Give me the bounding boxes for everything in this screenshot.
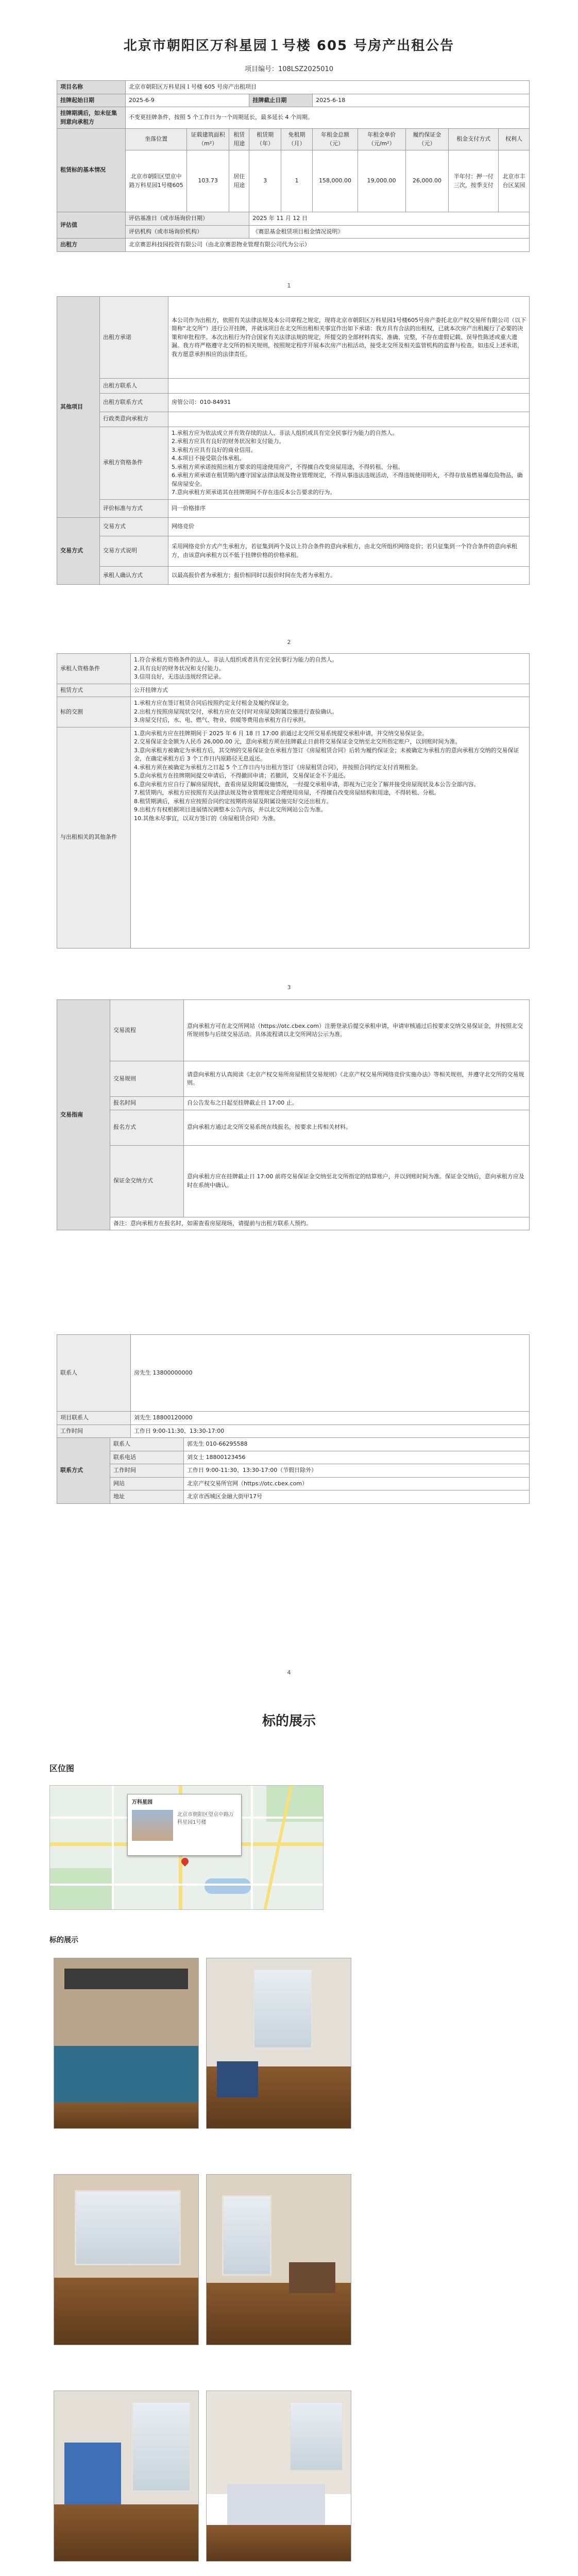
- photos-label: 标的展示: [49, 1936, 78, 1944]
- project-number: 项目编号：108LSZ2025010: [244, 65, 334, 73]
- sec3-row-label: 标的交割: [57, 697, 131, 727]
- lease-header: 履约保证金（元）: [405, 129, 449, 150]
- contact-row-text: 北京产权交易所官网（https://otc.cbex.com）: [184, 1477, 530, 1490]
- sec2-side-label: 其他项目: [57, 297, 100, 518]
- trade-label: 交易方式: [57, 518, 100, 585]
- sec2-row-label: 出租方承诺: [100, 297, 168, 379]
- sec5-table: [57, 1334, 530, 1438]
- photo-room-window: [54, 2174, 199, 2345]
- start-date: 2025-6-9: [126, 94, 249, 107]
- contact-row-text: 郭先生 010-66295588: [184, 1438, 530, 1451]
- requirements-text: 1.承租方应为依法成立并有效存续的法人、非法人组织或具有完全民事行为能力的自然人。 2.承租方应具有良好的财务状况和支付能力。 3.承租方应具有良好的商业信用。 4.本项目不接受联合体承租。 5.承租方须承诺按照出租方要求的用途使用房产，不得擅自改变房屋用途，不得转租、分租。 6.承租方须承诺在租赁期内遵守国家法律法规及物业管理规定，不得从事违法违规活动，不得违规使用明火，不得存放易燃易爆危险物品，确保房屋安全。 7.意向承租方须承诺其在挂牌期间不存在违反本公告要求的行为。: [168, 427, 530, 499]
- sec2-row-text: [168, 412, 530, 427]
- evaluation-date-label: 评估基准日（或市场询价日期）: [126, 212, 249, 226]
- lease-section-label: 租赁标的基本情况: [57, 129, 126, 212]
- contact-row-label: 工作时间: [110, 1464, 184, 1478]
- sec5-row-text: 刘先生 18800120000: [131, 1412, 530, 1425]
- contact-row-text: 刘女士 18800123456: [184, 1451, 530, 1464]
- sec2-row-text: 房管公司：010-84931: [168, 394, 530, 412]
- location-label: 区位图: [49, 1764, 75, 1773]
- trade-row-text: 网络竞价: [168, 518, 530, 536]
- display-title: 标的展示: [262, 1714, 316, 1729]
- photo-kitchen: [54, 1958, 199, 2129]
- sec3-row-text: 1.符合承租方资格条件的法人、非法人组织或者具有完全民事行为能力的自然人。 2.具有良好的财务状况和支付能力。 3.信用良好，无违法违规经营记录。: [131, 654, 530, 684]
- photo-bedroom-bed: [206, 2391, 351, 2562]
- sec4-row-label: 保证金交纳方式: [110, 1145, 184, 1217]
- eval-report: 《赛思基金租赁项目租金情况说明》: [249, 225, 530, 239]
- owner-label: 出租方: [57, 239, 126, 252]
- lease-cell: 103.73: [187, 150, 229, 212]
- trade-row-label: 承租人确认方式: [100, 566, 168, 585]
- lease-cell: 158,000.00: [313, 150, 358, 212]
- location-map[interactable]: [49, 1785, 324, 1910]
- sec4-note: 备注：意向承租方在报名时，如需查看房屋现场，请提前与出租方联系人预约。: [110, 1217, 530, 1230]
- contact-row-label: 联系电话: [110, 1451, 184, 1464]
- page-number: 1: [287, 282, 291, 289]
- lease-header: 租赁用途: [229, 129, 249, 150]
- end-date: 2025-6-18: [313, 94, 530, 107]
- sec5-row-text: 房先生 13800000000: [131, 1335, 530, 1412]
- contact-row-text: 北京市西城区金融大街甲17号: [184, 1490, 530, 1504]
- summary-table: [57, 80, 530, 252]
- sec3-row-text: 公开挂牌方式: [131, 684, 530, 697]
- map-popup-title: 万科星园: [132, 1800, 152, 1805]
- lease-header: 年租金单价（元/m²）: [358, 129, 405, 150]
- lease-cell: 半年付：押一付三次，按季支付: [449, 150, 499, 212]
- eval-report-label: 评估机构（或市场询价机构）: [126, 225, 249, 239]
- sec3-row-text: 1.承租方应在签订租赁合同后按照约定支付租金及履约保证金。 2.出租方按照房屋现状交付，承租方应在交付时对房屋及附属设施进行查验确认。 3.房屋交付后，水、电、燃气、物业、供暖等费用由承租方自行承担。: [131, 697, 530, 727]
- lease-header: 年租金总额（元）: [313, 129, 358, 150]
- sec4-row-label: 报名方式: [110, 1110, 184, 1145]
- lease-header: 租赁期（年）: [249, 129, 281, 150]
- sec2-table: [57, 296, 530, 585]
- section-3: [0, 653, 530, 948]
- lease-cell: 1: [281, 150, 312, 212]
- contact-row-label: 地址: [110, 1490, 184, 1504]
- guide-label: 交易指南: [57, 1000, 110, 1230]
- photo-room-corner: [206, 2174, 351, 2345]
- eval-method-label: 评价标准与方式: [100, 499, 168, 518]
- section-5: [0, 1334, 530, 1504]
- sec5-row-text: 工作日 9:00-11:30、13:30-17:00: [131, 1425, 530, 1438]
- sec4-row-text: 自公告发布之日起至挂牌截止日 17:00 止。: [184, 1097, 530, 1110]
- photo-living-room: [206, 1958, 351, 2129]
- sec2-row-label: 行政类意向承租方: [100, 412, 168, 427]
- sec3-table: [57, 653, 530, 948]
- map-popup-address: 北京市朝阳区望京中路万科星园1号楼: [177, 1812, 234, 1825]
- project-name: 北京市朝阳区万科星园１号楼 605 号房产出租项目: [126, 81, 530, 94]
- project-name-label: 项目名称: [57, 81, 126, 94]
- sec5-row-label: 项目联系人: [57, 1412, 131, 1425]
- trade-row-label: 交易方式说明: [100, 536, 168, 566]
- lease-cell: 19,000.00: [358, 150, 405, 212]
- period-label: 挂牌期满后，如未征集到意向承租方: [57, 107, 126, 129]
- lease-cell: 居住用途: [229, 150, 249, 212]
- lease-header: 租金支付方式: [449, 129, 499, 150]
- lease-cell: 3: [249, 150, 281, 212]
- owner: 北京赛思科技园投资有限公司（由北京赛思物业管理有限公司代为公示）: [126, 239, 530, 252]
- sec2-row-label: 出租方联系方式: [100, 394, 168, 412]
- requirements-label: 承租方资格条件: [100, 427, 168, 499]
- map-popup-thumbnail: [132, 1810, 173, 1841]
- contact-row-label: 联系人: [110, 1438, 184, 1451]
- conditions-text: 1.意向承租方应在挂牌期间于 2025 年 6 月 18 日 17:00 前通过北交所交易系统提交承租申请，并交纳交易保证金。 2.交易保证金金额为人民币 26,000.00 元，意向承租方须在挂牌截止日前将交易保证金交纳至北交所指定账户，以到账时间为准。 3.意向承租方被确定为承租方后，其交纳的交易保证金在承租方签订《房屋租赁合同》后转为履约保证金；未被确定为承租方的意向承租方交纳的交易保证金，在确定承租方后 3 个工作日内原路径无息返还。 4.承租方须在被确定为承租方之日起 5 个工作日内与出租方签订《房屋租赁合同》，并按照合同约定支付首期租金。 5.意向承租方在挂牌期间提交申请后，不得撤回申请；若撤回，交易保证金不予退还。 6.意向承租方应自行了解房屋现状，查看房屋及附属设施情况，一经提交承租申请，即视为已完全了解并接受房屋现状及本公告全部内容。 7.租赁期内，承租方应按照有关法律法规及物业管理规定合理使用房屋，不得擅自改变房屋结构和用途，不得转租、分租。 8.租赁期满后，承租方应按照合同约定按期将房屋及附属设施完好交还出租方。 9.出租方有权根据项目进展情况调整本公告内容，并以北交所网站公告为准。 10.其他未尽事宜，以双方签订的《房屋租赁合同》为准。: [131, 727, 530, 948]
- contact-row-text: 工作日 9:00-11:30、13:30-17:00（节假日除外）: [184, 1464, 530, 1478]
- page-number: 3: [287, 984, 291, 991]
- page-number: 4: [287, 1669, 291, 1676]
- start-label: 挂牌起始日期: [57, 94, 126, 107]
- sec2-row-text: [168, 379, 530, 394]
- lease-cell: 26,000.00: [405, 150, 449, 212]
- page-title: 北京市朝阳区万科星园１号楼 605 号房产出租公告: [123, 38, 455, 54]
- sec3-row-label: 租赁方式: [57, 684, 131, 697]
- lease-cell: 北京市朝阳区望京中路万科星园1号楼605: [126, 150, 187, 212]
- contact-table: [57, 1437, 530, 1504]
- sec2-row-text: 本公司作为出租方，依照有关法律法规及本公司章程之规定，现将北京市朝阳区万科星园1号楼605号房产委托北京产权交易所有限公司（以下简称“北交所”）进行公开挂牌，并就该项目在北交所出租相关事宜作出如下承诺：我方具有合法的出租权，已就本次房产出租履行了必要的决策和审批程序。本次出租行为符合国家有关法律法规的规定，所提交的全部材料真实、准确、完整，不存在虚假记载、误导性陈述或重大遗漏。我方将严格遵守北交所的相关规则，按照规定程序开展本次房产出租活动，接受北交所及相关监管机构的监督与检查。如违反上述承诺，我方愿意承担相应的法律责任。: [168, 297, 530, 379]
- section-4: [0, 999, 530, 1230]
- contact-label: 联系方式: [57, 1438, 110, 1504]
- period-text: 不变更挂牌条件，按照 5 个工作日为一个周期延长，最多延长 4 个周期。: [126, 107, 530, 129]
- sec4-row-text: 意向承租方应在挂牌截止日 17:00 前将交易保证金交纳至北交所指定的结算账户，并以到账时间为准。保证金交纳后，意向承租方应及时在系统中确认。: [184, 1145, 530, 1217]
- lease-cell: 北京市丰台区某园: [499, 150, 530, 212]
- trade-row-label: 交易方式: [100, 518, 168, 536]
- photo-bedroom-bunk: [54, 2391, 199, 2562]
- sec3-row-label: 承租人资格条件: [57, 654, 131, 684]
- sec2-row-label: 出租方联系人: [100, 379, 168, 394]
- sec4-row-text: 请意向承租方认真阅读《北京产权交易所房屋租赁交易规则》《北京产权交易所网络竞价实施办法》等相关规则，并遵守北交所的交易规则。: [184, 1061, 530, 1097]
- lease-header: 权利人: [499, 129, 530, 150]
- eval-method: 同一价格排序: [168, 499, 530, 518]
- sec5-row-label: 联系人: [57, 1335, 131, 1412]
- trade-row-text: 以最高报价者为承租方；报价相同时以报价时间在先者为承租方。: [168, 566, 530, 585]
- lease-header: 免租期（月）: [281, 129, 312, 150]
- sec4-row-text: 意向承租方通过北交所交易系统在线报名，按要求上传相关材料。: [184, 1110, 530, 1145]
- evaluation-label: 评估值: [57, 212, 126, 239]
- sec4-row-text: 意向承租方可在北交所网站（https://otc.cbex.com）注册登录后提交承租申请，申请审核通过后按要求交纳交易保证金，并按照北交所规则参与后续交易活动。具体流程请以北交所网站公示为准。: [184, 1000, 530, 1061]
- lease-header: 坐落位置: [126, 129, 187, 150]
- contact-row-label: 网站: [110, 1477, 184, 1490]
- section-2: [0, 296, 530, 585]
- sec4-row-label: 报名时间: [110, 1097, 184, 1110]
- end-label: 挂牌截止日期: [249, 94, 313, 107]
- page-number: 2: [287, 639, 291, 646]
- trade-row-text: 采用网络竞价方式产生承租方，若征集到两个及以上符合条件的意向承租方，由北交所组织网络竞价；若只征集到一个符合条件的意向承租方，由该意向承租方以不低于挂牌价格的价格承租。: [168, 536, 530, 566]
- lease-header: 证载建筑面积（m²）: [187, 129, 229, 150]
- sec4-row-label: 交易流程: [110, 1000, 184, 1061]
- sec4-row-label: 交易规则: [110, 1061, 184, 1097]
- sec4-table: [57, 999, 530, 1230]
- conditions-label: 与出租相关的其他条件: [57, 727, 131, 948]
- sec5-row-label: 工作时间: [57, 1425, 131, 1438]
- map-popup: [127, 1794, 242, 1856]
- evaluation-date: 2025 年 11 月 12 日: [249, 212, 530, 226]
